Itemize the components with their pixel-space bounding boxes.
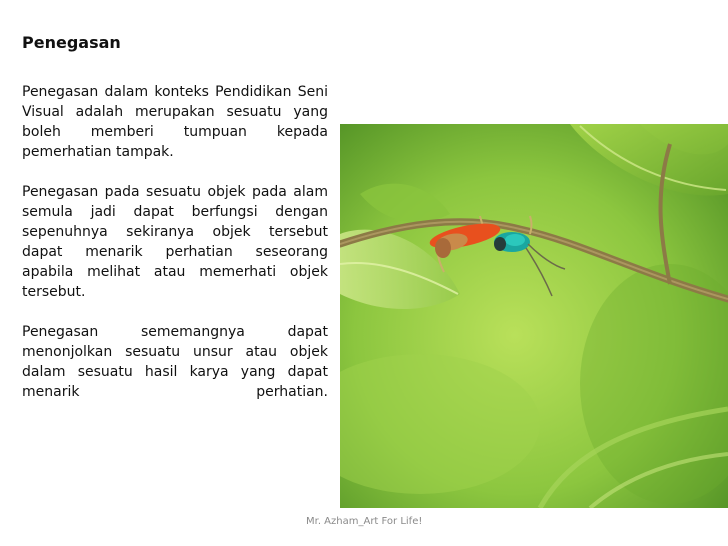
paragraph-3: Penegasan sememangnya dapat menonjolkan sesuatu unsur atau objek dalam sesuatu hasil karya yang dapat menarik perhatian. — [22, 324, 328, 400]
insect-photo — [340, 124, 728, 508]
slide-title: Penegasan — [22, 33, 121, 52]
insect-photo-illustration — [340, 124, 728, 508]
body-text — [22, 82, 328, 402]
paragraph-2: Penegasan pada sesuatu objek pada alam semula jadi dapat berfungsi dengan sepenuhnya sekiranya objek tersebut dapat menarik perhatian seseorang apabila melihat atau memerhati objek tersebut. — [22, 184, 328, 300]
paragraph-1: Penegasan dalam konteks Pendidikan Seni Visual adalah merupakan sesuatu yang boleh memberi tumpuan kepada pemerhatian tampak. — [22, 84, 328, 160]
footer-credit: Mr. Azham_Art For Life! — [306, 516, 423, 527]
